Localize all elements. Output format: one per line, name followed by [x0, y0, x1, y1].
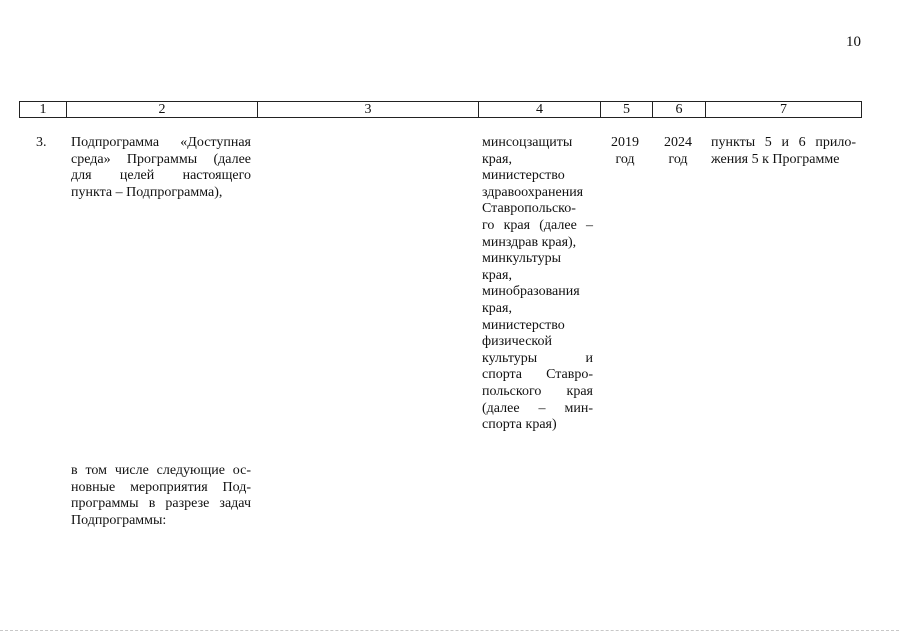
executor-line: минобразования — [482, 284, 580, 300]
executor-line: спорта края) — [482, 417, 557, 433]
executor-line: минкультуры — [482, 251, 562, 267]
header-col-3: 3 — [258, 102, 479, 118]
header-col-1: 1 — [20, 102, 67, 118]
subprogram-name-line: Подпрограмма «Доступная — [71, 135, 251, 150]
column-number-header-row — [19, 101, 862, 118]
page-number: 10 — [846, 34, 861, 50]
responsible-executors — [482, 135, 593, 434]
subprogram-name-line: пункта – Подпрограмма), — [71, 184, 223, 200]
executor-line: физической — [482, 334, 552, 350]
header-col-5: 5 — [601, 102, 653, 118]
subitem-line: программы в разрезе задач — [71, 496, 251, 512]
executor-line: культуры и — [482, 350, 593, 366]
executor-line: спорта Ставро- — [482, 367, 593, 383]
end-year-value: 2024 — [664, 135, 692, 150]
row-number: 3. — [36, 135, 47, 150]
subprogram-name-line: среда» Программы (далее — [71, 151, 251, 167]
executor-line: минсоцзащиты — [482, 135, 573, 150]
executor-line: края, — [482, 267, 512, 283]
subitem-line: новные мероприятия Под- — [71, 479, 251, 495]
executor-line: го края (далее – — [482, 217, 593, 233]
bottom-scan-edge — [0, 630, 899, 631]
executor-line: министерство — [482, 317, 565, 333]
executor-line: здравоохранения — [482, 184, 584, 200]
executor-line: (далее – мин- — [482, 400, 593, 416]
start-year-unit: год — [615, 151, 635, 167]
executor-line: министерство — [482, 168, 565, 184]
header-col-2: 2 — [67, 102, 258, 118]
subitem-line: в том числе следующие ос- — [71, 463, 251, 478]
subitem-line: Подпрограммы: — [71, 512, 167, 528]
executor-line: польского края — [482, 383, 593, 399]
header-col-4: 4 — [479, 102, 601, 118]
subprogram-name — [71, 135, 251, 201]
subitem-text — [71, 463, 251, 529]
reference-line: жения 5 к Программе — [711, 151, 840, 167]
subprogram-name-line: для целей настоящего — [71, 168, 251, 184]
start-year — [603, 135, 647, 168]
reference — [711, 135, 856, 168]
header-col-7: 7 — [706, 102, 862, 118]
end-year-unit: год — [668, 151, 688, 167]
start-year-value: 2019 — [611, 135, 639, 150]
executor-line: края, — [482, 151, 512, 167]
executor-line: минздрав края), — [482, 234, 577, 250]
header-col-6: 6 — [653, 102, 706, 118]
end-year — [656, 135, 700, 168]
executor-line: края, — [482, 300, 512, 316]
executor-line: Ставропольско- — [482, 201, 576, 217]
reference-line: пункты 5 и 6 прило- — [711, 135, 856, 150]
